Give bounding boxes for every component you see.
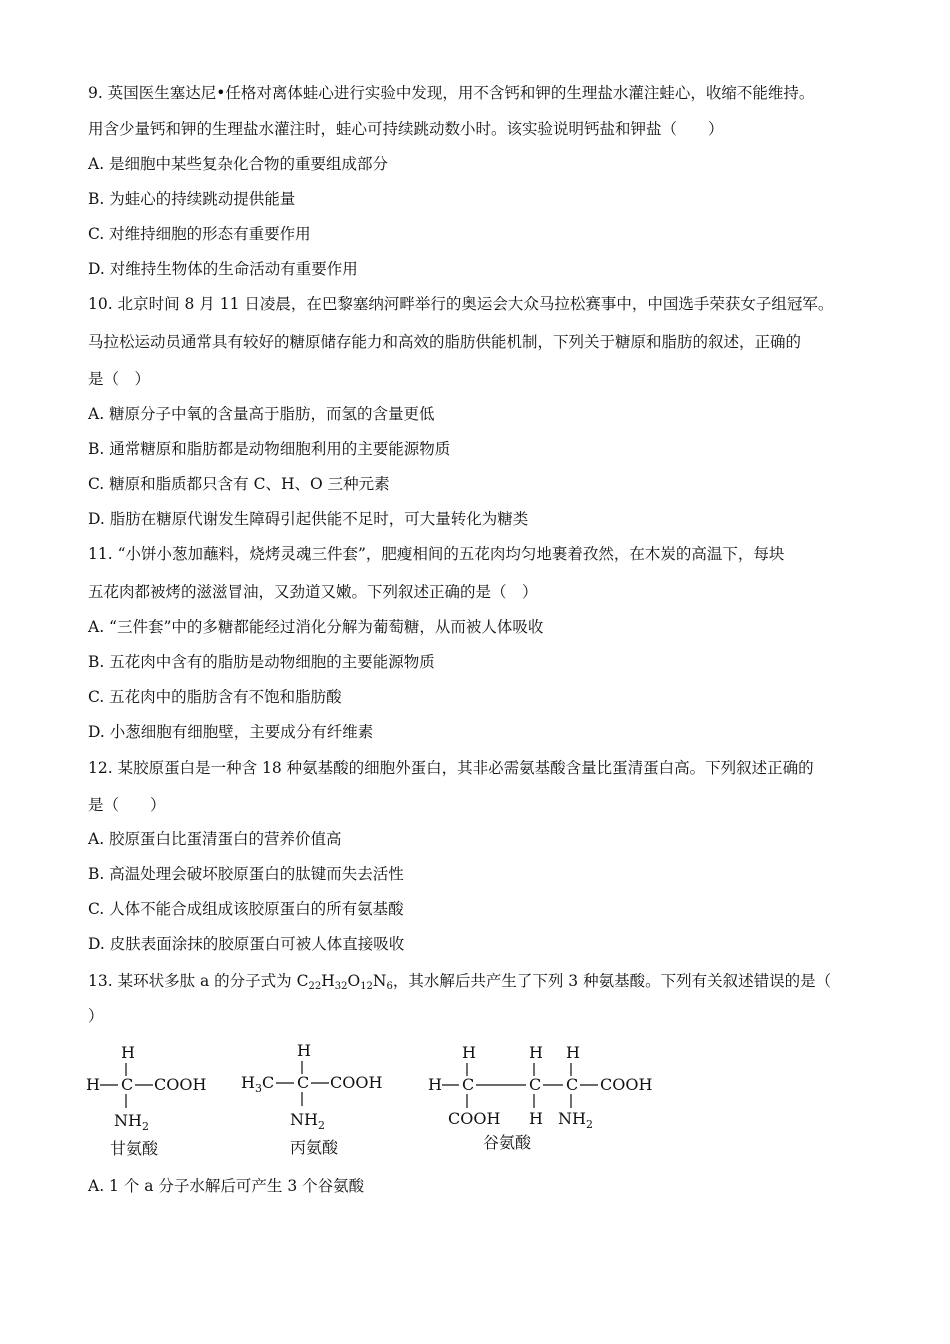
q10-option-c: C. 糖原和脂质都只含有 C、H、O 三种元素 bbox=[88, 475, 390, 493]
q11-stem-line1: 11. “小饼小葱加蘸料，烧烤灵魂三件套”，肥瘦相间的五花肉均匀地裹着孜然，在木炭的高温下，每块 bbox=[88, 545, 785, 563]
glutamate-c1-bottom-cooh: COOH bbox=[448, 1109, 501, 1128]
q13-stem-line2: ） bbox=[88, 1007, 104, 1025]
q13-stem-line1 bbox=[88, 971, 831, 991]
q9-option-c: C. 对维持细胞的形态有重要作用 bbox=[88, 225, 311, 243]
q9-option-a: A. 是细胞中某些复杂化合物的重要组成部分 bbox=[88, 155, 389, 173]
glutamate-c1-left-h: H bbox=[428, 1075, 442, 1094]
q12-option-c: C. 人体不能合成组成该胶原蛋白的所有氨基酸 bbox=[88, 900, 404, 918]
q10-stem-line2: 马拉松运动员通常具有较好的糖原储存能力和高效的脂肪供能机制，下列关于糖原和脂肪的叙述，正确的 bbox=[88, 333, 802, 351]
glutamate-c3-bottom-nh2: $NH_2$ bbox=[558, 1109, 593, 1131]
q11-option-a: A. “三件套”中的多糖都能经过消化分解为葡萄糖，从而被人体吸收 bbox=[88, 618, 544, 636]
q10-option-d: D. 脂肪在糖原代谢发生障碍引起供能不足时，可大量转化为糖类 bbox=[88, 510, 529, 528]
q10-option-a: A. 糖原分子中氧的含量高于脂肪，而氢的含量更低 bbox=[88, 405, 435, 423]
glycine-structure bbox=[84, 1030, 224, 1170]
q12-option-d: D. 皮肤表面涂抹的胶原蛋白可被人体直接吸收 bbox=[88, 935, 405, 953]
alanine-name: 丙氨酸 bbox=[290, 1138, 339, 1157]
glycine-bottom-nh2: $NH_2$ bbox=[114, 1111, 149, 1133]
q12-stem-line1: 12. 某胶原蛋白是一种含 18 种氨基酸的细胞外蛋白，其非必需氨基酸含量比蛋清蛋白高。下列叙述正确的 bbox=[88, 759, 814, 777]
q12-option-a: A. 胶原蛋白比蛋清蛋白的营养价值高 bbox=[88, 830, 342, 848]
glutamate-c2-top-h: H bbox=[529, 1043, 543, 1062]
glutamate-c3: C bbox=[566, 1075, 579, 1094]
glutamate-c1-top-h: H bbox=[462, 1043, 476, 1062]
formula-c-count: 22 bbox=[308, 981, 322, 992]
q11-stem-line2: 五花肉都被烤的滋滋冒油，又劲道又嫩。下列叙述正确的是（ ） bbox=[88, 583, 538, 601]
glycine-left-h: H bbox=[86, 1075, 100, 1094]
glutamate-c3-right-cooh: COOH bbox=[600, 1075, 653, 1094]
formula-h-count: 32 bbox=[334, 981, 348, 992]
q11-option-c: C. 五花肉中的脂肪含有不饱和脂肪酸 bbox=[88, 688, 342, 706]
glycine-top-h: H bbox=[121, 1043, 135, 1062]
q10-stem-line1: 10. 北京时间 8 月 11 日凌晨，在巴黎塞纳河畔举行的奥运会大众马拉松赛事中，中国选手荣获女子组冠军。 bbox=[88, 295, 834, 313]
q13-option-a: A. 1 个 a 分子水解后可产生 3 个谷氨酸 bbox=[88, 1177, 365, 1195]
glutamate-c2: C bbox=[529, 1075, 542, 1094]
formula-n-count: 6 bbox=[386, 981, 393, 992]
alanine-top-h: H bbox=[297, 1041, 311, 1060]
q9-stem-line1: 9. 英国医生塞达尼•任格对离体蛙心进行实验中发现，用不含钙和钾的生理盐水灌注蛙心，收缩不能维持。 bbox=[88, 84, 815, 102]
alanine-right-cooh: COOH bbox=[330, 1073, 383, 1092]
alanine-center-c: C bbox=[297, 1073, 310, 1092]
q11-option-b: B. 五花肉中含有的脂肪是动物细胞的主要能源物质 bbox=[88, 653, 435, 671]
glycine-right-cooh: COOH bbox=[154, 1075, 207, 1094]
glutamate-c2-bottom-h: H bbox=[529, 1109, 543, 1128]
q9-stem-line2: 用含少量钙和钾的生理盐水灌注时，蛙心可持续跳动数小时。该实验说明钙盐和钾盐（ ） bbox=[88, 120, 724, 138]
formula-h-symbol: H bbox=[321, 972, 335, 990]
q9-option-d: D. 对维持生物体的生命活动有重要作用 bbox=[88, 260, 358, 278]
glutamate-structure bbox=[426, 1030, 666, 1170]
formula-n-symbol: N bbox=[372, 972, 387, 990]
q13-stem-suffix: ，其水解后共产生了下列 3 种氨基酸。下列有关叙述错误的是（ bbox=[392, 972, 832, 990]
glycine-center-c: C bbox=[121, 1075, 134, 1094]
alanine-structure bbox=[238, 1030, 388, 1170]
glutamate-name: 谷氨酸 bbox=[483, 1133, 532, 1152]
glutamate-c1: C bbox=[462, 1075, 475, 1094]
alanine-left-ch3: $H_3C$ bbox=[241, 1073, 275, 1095]
q12-stem-line2: 是（ ） bbox=[88, 796, 166, 814]
q10-option-b: B. 通常糖原和脂肪都是动物细胞利用的主要能源物质 bbox=[88, 440, 451, 458]
formula-o-count: 12 bbox=[360, 981, 373, 992]
formula-o-symbol: O bbox=[347, 972, 361, 990]
q13-stem-prefix: 13. 某环状多肽 a 的分子式为 C bbox=[88, 972, 309, 990]
q12-option-b: B. 高温处理会破坏胶原蛋白的肽键而失去活性 bbox=[88, 865, 404, 883]
q10-stem-line3: 是（ ） bbox=[88, 370, 151, 388]
q11-option-d: D. 小葱细胞有细胞壁，主要成分有纤维素 bbox=[88, 723, 374, 741]
glycine-name: 甘氨酸 bbox=[110, 1139, 159, 1158]
alanine-bottom-nh2: $NH_2$ bbox=[290, 1110, 325, 1132]
q9-option-b: B. 为蛙心的持续跳动提供能量 bbox=[88, 190, 296, 208]
glutamate-c3-top-h: H bbox=[566, 1043, 580, 1062]
